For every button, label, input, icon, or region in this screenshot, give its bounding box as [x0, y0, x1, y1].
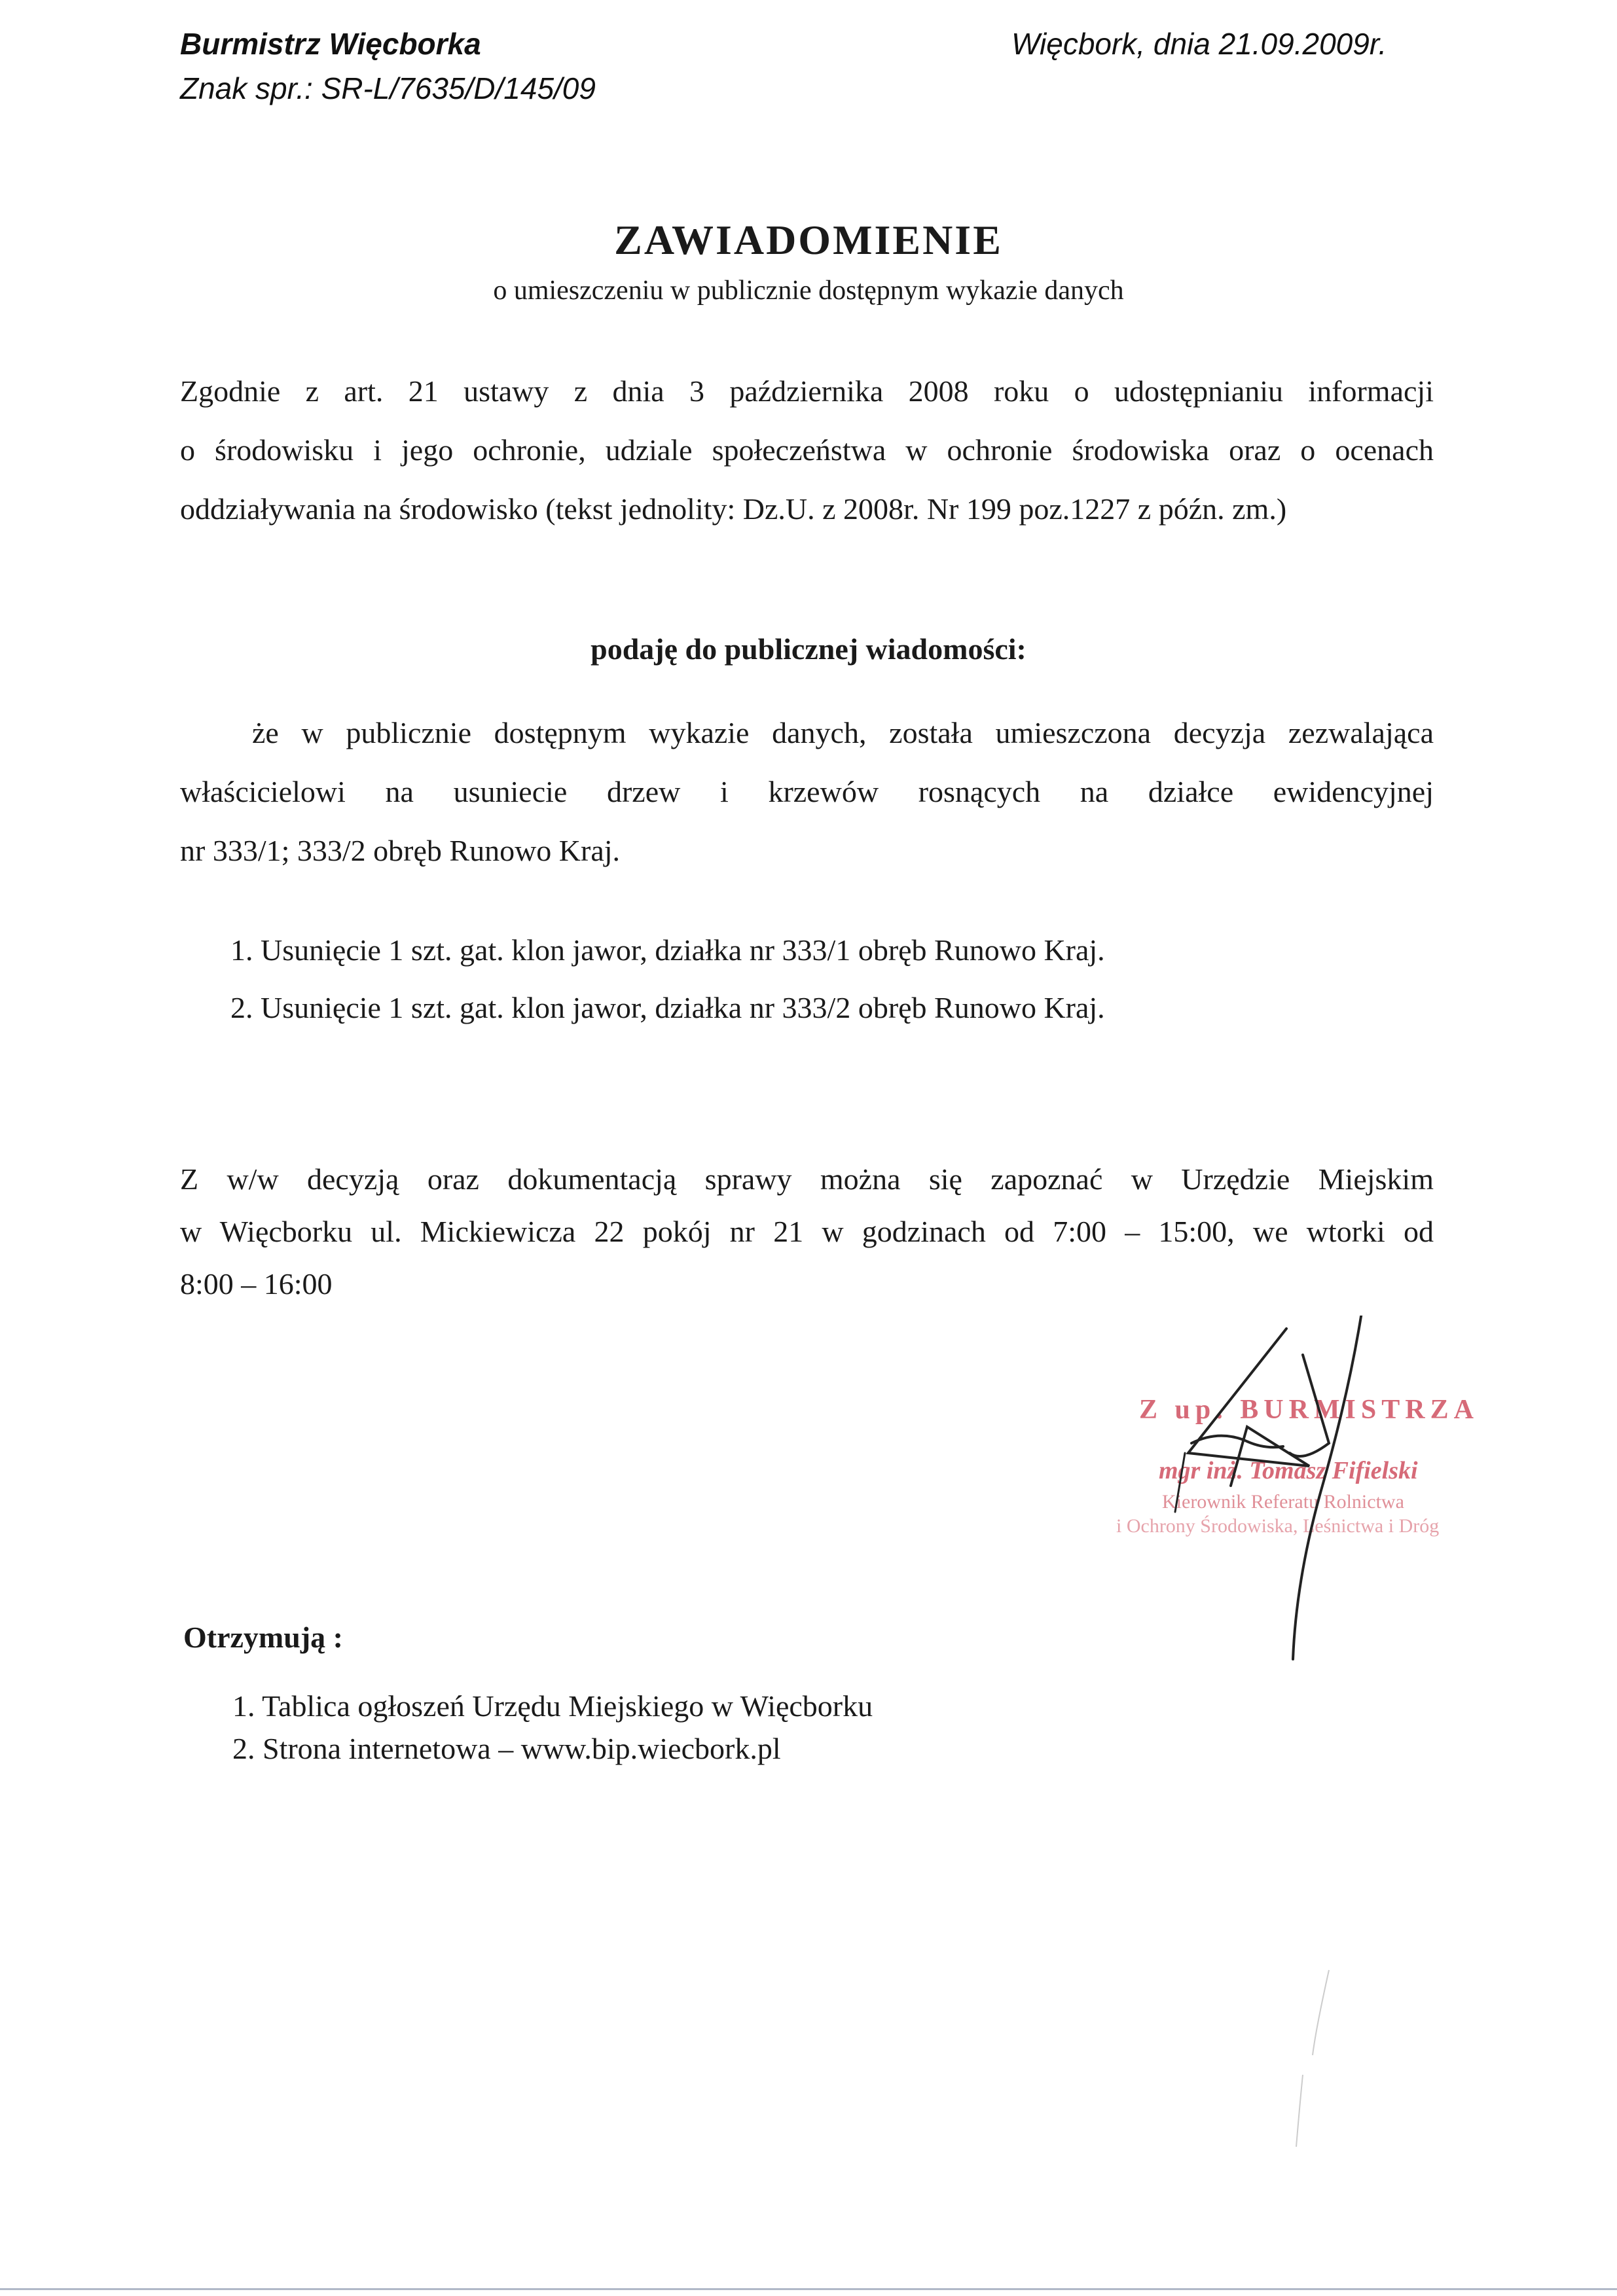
- decision-line-1: że w publicznie dostępnym wykazie danych, została umieszczona decyzja zezwalająca: [252, 716, 1434, 749]
- place-date: Więcbork, dnia 21.09.2009r.: [1011, 27, 1387, 61]
- handwritten-signature: [1113, 1316, 1480, 1682]
- list-item: 2. Usunięcie 1 szt. gat. klon jawor, działka nr 333/2 obręb Runowo Kraj.: [230, 991, 1105, 1024]
- stamp-signatory-name: mgr inż. Tomasz Fifielski: [1159, 1457, 1418, 1484]
- announcement-heading: podaję do publicznej wiadomości:: [590, 632, 1027, 666]
- info-paragraph: [180, 1147, 1434, 1317]
- stamp-authority-line: Z up. BURMISTRZA: [1139, 1395, 1479, 1425]
- info-line-3: 8:00 – 16:00: [180, 1267, 333, 1300]
- legal-basis-line-2: o środowisku i jego ochronie, udziale społeczeństwa w ochronie środowiska oraz o ocenach: [180, 433, 1434, 467]
- issuer-name: Burmistrz Więcborka: [180, 27, 481, 61]
- info-line-1: Z w/w decyzją oraz dokumentacją sprawy można się zapoznać w Urzędzie Miejskim: [180, 1162, 1434, 1196]
- stamp-department-line: i Ochrony Środowiska, Leśnictwa i Dróg: [1116, 1515, 1440, 1537]
- legal-basis-paragraph: [180, 359, 1434, 542]
- legal-basis-line-3: oddziaływania na środowisko (tekst jednolity: Dz.U. z 2008r. Nr 199 poz.1227 z późn. zm.): [180, 492, 1287, 526]
- decision-paragraph: [180, 700, 1434, 884]
- decision-line-3: nr 333/1; 333/2 obręb Runowo Kraj.: [180, 834, 621, 867]
- list-item: 1. Usunięcie 1 szt. gat. klon jawor, działka nr 333/1 obręb Runowo Kraj.: [230, 933, 1105, 967]
- recipient-item: 1. Tablica ogłoszeń Urzędu Miejskiego w Więcborku: [232, 1689, 873, 1723]
- scan-artifact: [1277, 1964, 1355, 2160]
- document-subtitle: o umieszczeniu w publicznie dostępnym wykazie danych: [493, 276, 1124, 306]
- decision-line-2: właścicielowi na usuniecie drzew i krzewów rosnących na działce ewidencyjnej: [180, 775, 1434, 808]
- document-title: ZAWIADOMIENIE: [614, 217, 1003, 263]
- recipient-item: 2. Strona internetowa – www.bip.wiecbork.pl: [232, 1732, 781, 1765]
- scan-edge-line: [0, 2288, 1617, 2290]
- recipients-heading: Otrzymują :: [183, 1621, 343, 1654]
- legal-basis-line-1: Zgodnie z art. 21 ustawy z dnia 3 października 2008 roku o udostępnianiu informacji: [180, 374, 1434, 408]
- info-line-2: w Więcborku ul. Mickiewicza 22 pokój nr 21 w godzinach od 7:00 – 15:00, we wtorki od: [180, 1215, 1434, 1248]
- stamp-position-line: Kierownik Referatu Rolnictwa: [1162, 1491, 1404, 1513]
- case-reference: Znak spr.: SR-L/7635/D/145/09: [180, 71, 596, 105]
